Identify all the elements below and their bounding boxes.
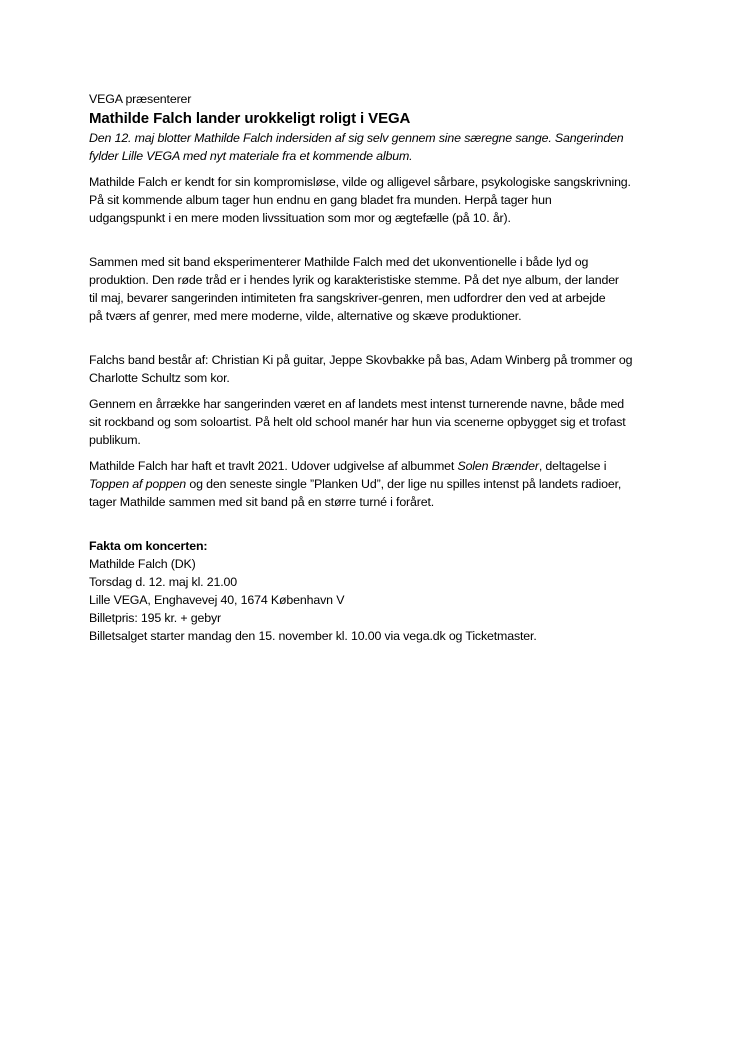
paragraph-line [89, 457, 669, 475]
paragraph-line: Mathilde Falch er kendt for sin kompromisløse, vilde og alligevel sårbare, psykologiske sangskrivning. [89, 175, 631, 189]
paragraph-line: publikum. [89, 433, 141, 447]
facts-line: Torsdag d. 12. maj kl. 21.00 [89, 575, 238, 589]
facts-line: Mathilde Falch (DK) [89, 557, 196, 571]
text-run: Mathilde Falch har haft et travlt 2021. Udover udgivelse af albummet [89, 459, 458, 473]
paragraph-line: tager Mathilde sammen med sit band på en større turné i foråret. [89, 495, 435, 509]
concert-facts [89, 537, 669, 645]
press-release [89, 90, 669, 645]
facts-line: Lille VEGA, Enghavevej 40, 1674 København V [89, 593, 345, 607]
presenter-line: VEGA præsenterer [89, 92, 192, 106]
paragraph-line: Sammen med sit band eksperimenterer Mathilde Falch med det ukonventionelle i både lyd og [89, 255, 589, 269]
paragraph-line [89, 475, 669, 493]
paragraph-line: Gennem en årrække har sangerinden været en af landets mest intenst turnerende navne, både med [89, 397, 625, 411]
lead-paragraph [89, 129, 669, 165]
paragraph-line: sit rockband og som soloartist. På helt old school manér har hun via scenerne opbygget sig et trofast [89, 415, 626, 429]
body-paragraph-3 [89, 351, 669, 387]
paragraph-line: på tværs af genrer, med mere moderne, vilde, alternative og skæve produktioner. [89, 309, 522, 323]
facts-heading: Fakta om koncerten: [89, 539, 208, 553]
facts-line: Billetpris: 195 kr. + gebyr [89, 611, 221, 625]
lead-line: fylder Lille VEGA med nyt materiale fra et kommende album. [89, 149, 413, 163]
paragraph-line: På sit kommende album tager hun endnu en gang bladet fra munden. Herpå tager hun [89, 193, 552, 207]
text-run: og den seneste single ”Planken Ud”, der lige nu spilles intenst på landets radioer, [186, 477, 622, 491]
facts-line: Billetsalget starter mandag den 15. november kl. 10.00 via vega.dk og Ticketmaster. [89, 629, 537, 643]
paragraph-line: Falchs band består af: Christian Ki på guitar, Jeppe Skovbakke på bas, Adam Winberg på trommer og [89, 353, 633, 367]
body-paragraph-2 [89, 253, 669, 325]
lead-line: Den 12. maj blotter Mathilde Falch indersiden af sig selv gennem sine særegne sange. Sangerinden [89, 131, 624, 145]
paragraph-line: produktion. Den røde tråd er i hendes lyrik og karakteristiske stemme. På det nye album, der lander [89, 273, 619, 287]
paragraph-line: Charlotte Schultz som kor. [89, 371, 230, 385]
album-title: Solen Brænder [457, 459, 539, 473]
body-paragraph-5 [89, 457, 669, 511]
body-paragraph-1 [89, 173, 669, 227]
paragraph-line: udgangspunkt i en mere moden livssituation som mor og ægtefælle (på 10. år). [89, 211, 511, 225]
text-run: , deltagelse i [538, 459, 607, 473]
tv-show-title: Toppen af poppen [89, 477, 187, 491]
headline: Mathilde Falch lander urokkeligt roligt i VEGA [89, 110, 411, 127]
paragraph-line: til maj, bevarer sangerinden intimiteten fra sangskriver-genren, men udfordrer den ved at arbejde [89, 291, 606, 305]
body-paragraph-4 [89, 395, 669, 449]
